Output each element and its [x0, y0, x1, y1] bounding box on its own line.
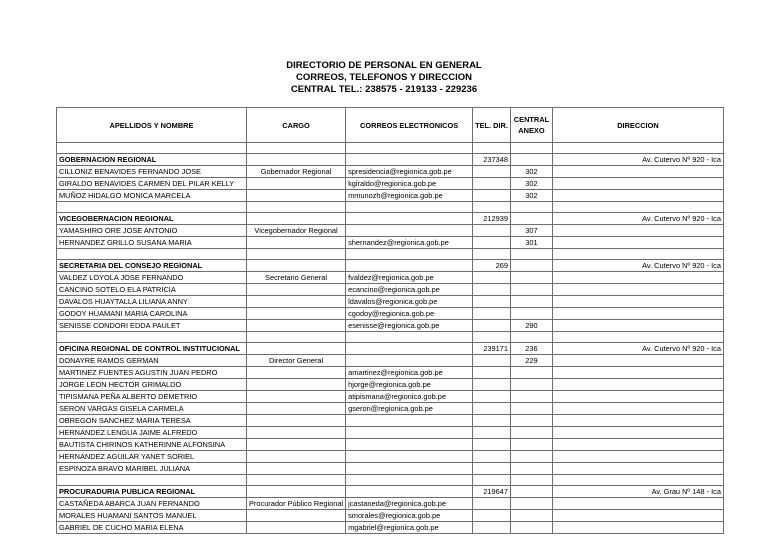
cell-nombre: TIPISMANA PEÑA ALBERTO DEMETRIO	[57, 391, 247, 403]
cell-direccion	[552, 308, 723, 320]
cell-anexo: 302	[510, 166, 552, 178]
cell-cargo	[247, 260, 346, 272]
cell-cargo: Director General	[247, 355, 346, 367]
cell-cargo: Gobernador Regional	[247, 166, 346, 178]
cell-nombre: GODOY HUAMANI MARIA CAROLINA	[57, 308, 247, 320]
cell-correo: esenisse@regionica.gob.pe	[346, 320, 473, 332]
cell-direccion	[552, 522, 723, 534]
cell-nombre: BAUTISTA CHIRINOS KATHERINNE ALFONSINA	[57, 439, 247, 451]
cell-cargo	[247, 451, 346, 463]
spacer-row	[57, 475, 724, 486]
cell-direccion	[552, 415, 723, 427]
cell-tel	[473, 320, 511, 332]
cell-nombre: GABRIEL DE CUCHO MARIA ELENA	[57, 522, 247, 534]
cell-nombre: GIRALDO BENAVIDES CARMEN DEL PILAR KELLY	[57, 178, 247, 190]
cell-nombre: VALDEZ LOYOLA JOSE FERNANDO	[57, 272, 247, 284]
cell-correo	[346, 439, 473, 451]
cell-correo: mmunozh@regionica.gob.pe	[346, 190, 473, 202]
spacer-row	[57, 202, 724, 213]
cell-correo	[346, 260, 473, 272]
cell-correo	[346, 154, 473, 166]
cell-anexo	[510, 272, 552, 284]
cell-anexo	[510, 463, 552, 475]
cell-direccion	[552, 178, 723, 190]
cell-tel: 237348	[473, 154, 511, 166]
cell-direccion	[552, 296, 723, 308]
cell-correo: mgabriel@regionica.gob.pe	[346, 522, 473, 534]
cell-tel	[473, 451, 511, 463]
cell-nombre: JORGE LEON HECTOR GRIMALDO	[57, 379, 247, 391]
cell-correo	[346, 415, 473, 427]
cell-tel	[473, 237, 511, 249]
cell-cargo	[247, 379, 346, 391]
cell-correo	[346, 213, 473, 225]
table-row	[57, 166, 724, 178]
table-body	[57, 143, 724, 534]
cell-correo	[346, 427, 473, 439]
cell-anexo: 229	[510, 355, 552, 367]
table-row	[57, 498, 724, 510]
header-nombre: APELLIDOS Y NOMBRE	[57, 108, 247, 143]
table-row	[57, 510, 724, 522]
table-row	[57, 367, 724, 379]
cell-direccion	[552, 498, 723, 510]
cell-tel	[473, 166, 511, 178]
cell-anexo: 302	[510, 178, 552, 190]
cell-anexo	[510, 427, 552, 439]
cell-direccion	[552, 510, 723, 522]
spacer-row	[57, 249, 724, 260]
cell-cargo	[247, 415, 346, 427]
cell-direccion	[552, 166, 723, 178]
cell-cargo: Secretario General	[247, 272, 346, 284]
section-header-row	[57, 154, 724, 166]
title-line-3: CENTRAL TEL.: 238575 - 219133 - 229236	[290, 84, 478, 95]
table-row	[57, 451, 724, 463]
cell-anexo	[510, 260, 552, 272]
table-header-row	[57, 108, 724, 143]
header-direccion: DIRECCION	[552, 108, 723, 143]
cell-tel	[473, 391, 511, 403]
cell-anexo: 290	[510, 320, 552, 332]
cell-correo	[346, 355, 473, 367]
cell-correo: amartinez@regionica.gob.pe	[346, 367, 473, 379]
cell-tel	[473, 427, 511, 439]
cell-correo: shernandez@regionica.gob.pe	[346, 237, 473, 249]
cell-direccion: Av. Cutervo Nº 920 - Ica	[552, 260, 723, 272]
cell-direccion	[552, 403, 723, 415]
cell-anexo	[510, 284, 552, 296]
cell-tel	[473, 379, 511, 391]
cell-cargo	[247, 486, 346, 498]
table-row	[57, 355, 724, 367]
table-row	[57, 403, 724, 415]
section-header-row	[57, 213, 724, 225]
cell-direccion	[552, 427, 723, 439]
cell-cargo	[247, 439, 346, 451]
cell-anexo	[510, 415, 552, 427]
cell-nombre: DONAYRE RAMOS GERMAN	[57, 355, 247, 367]
cell-tel	[473, 522, 511, 534]
cell-tel	[473, 272, 511, 284]
cell-correo: ldavalos@regionica.gob.pe	[346, 296, 473, 308]
cell-nombre: SECRETARIA DEL CONSEJO REGIONAL	[57, 260, 247, 272]
cell-nombre: DAVALOS HUAYTALLA LILIANA ANNY	[57, 296, 247, 308]
cell-tel: 219647	[473, 486, 511, 498]
table-row	[57, 225, 724, 237]
section-header-row	[57, 260, 724, 272]
table-row	[57, 391, 724, 403]
table-row	[57, 427, 724, 439]
header-central-line1: CENTRAL	[513, 115, 550, 124]
cell-direccion	[552, 225, 723, 237]
cell-nombre: CILLONIZ BENAVIDES FERNANDO JOSE	[57, 166, 247, 178]
cell-correo: kgiraldo@regionica.gob.pe	[346, 178, 473, 190]
cell-direccion	[552, 379, 723, 391]
cell-direccion	[552, 284, 723, 296]
cell-correo	[346, 225, 473, 237]
cell-tel	[473, 284, 511, 296]
cell-anexo	[510, 213, 552, 225]
header-cargo: CARGO	[247, 108, 346, 143]
cell-anexo	[510, 154, 552, 166]
cell-cargo	[247, 178, 346, 190]
cell-cargo	[247, 427, 346, 439]
cell-tel	[473, 225, 511, 237]
cell-anexo	[510, 439, 552, 451]
cell-cargo	[247, 391, 346, 403]
cell-direccion: Av. Cutervo Nº 920 - Ica	[552, 154, 723, 166]
cell-direccion	[552, 451, 723, 463]
cell-correo	[346, 451, 473, 463]
header-tel: TEL. DIR.	[473, 108, 511, 143]
cell-anexo	[510, 451, 552, 463]
cell-nombre: PROCURADURIA PUBLICA REGIONAL	[57, 486, 247, 498]
table-row	[57, 308, 724, 320]
cell-anexo	[510, 379, 552, 391]
table-row	[57, 190, 724, 202]
table-row	[57, 237, 724, 249]
cell-direccion	[552, 320, 723, 332]
cell-direccion	[552, 272, 723, 284]
cell-direccion	[552, 355, 723, 367]
cell-cargo	[247, 284, 346, 296]
cell-correo	[346, 463, 473, 475]
cell-anexo	[510, 391, 552, 403]
cell-tel	[473, 510, 511, 522]
cell-nombre: ESPINOZA BRAVO MARIBEL JULIANA	[57, 463, 247, 475]
cell-anexo: 302	[510, 190, 552, 202]
title-line-1: DIRECTORIO DE PERSONAL EN GENERAL	[286, 60, 482, 71]
cell-direccion	[552, 190, 723, 202]
cell-anexo	[510, 498, 552, 510]
cell-nombre: SENISSE CONDORI EDDA PAULET	[57, 320, 247, 332]
cell-cargo	[247, 237, 346, 249]
cell-direccion	[552, 439, 723, 451]
cell-correo: smorales@regionica.gob.pe	[346, 510, 473, 522]
title-line-2: CORREOS, TELEFONOS Y DIRECCION	[296, 72, 472, 83]
cell-tel	[473, 498, 511, 510]
table-row	[57, 320, 724, 332]
table-row	[57, 463, 724, 475]
cell-nombre: HERNANDEZ GRILLO SUSANA MARIA	[57, 237, 247, 249]
cell-anexo	[510, 403, 552, 415]
cell-tel: 239171	[473, 343, 511, 355]
cell-nombre: MUÑOZ HIDALGO MONICA MARCELA	[57, 190, 247, 202]
cell-cargo: Procurador Público Regional	[247, 498, 346, 510]
section-header-row	[57, 486, 724, 498]
cell-direccion: Av. Cutervo Nº 920 - Ica	[552, 343, 723, 355]
table-row	[57, 272, 724, 284]
cell-correo: hjorge@regionica.gob.pe	[346, 379, 473, 391]
cell-cargo	[247, 403, 346, 415]
cell-direccion	[552, 463, 723, 475]
cell-tel	[473, 403, 511, 415]
cell-cargo	[247, 213, 346, 225]
header-central-line2: ANEXO	[518, 126, 545, 135]
cell-cargo	[247, 154, 346, 166]
table-row	[57, 284, 724, 296]
cell-cargo	[247, 463, 346, 475]
cell-tel	[473, 296, 511, 308]
cell-direccion	[552, 237, 723, 249]
cell-nombre: HERNANDEZ LENGUA JAIME ALFREDO	[57, 427, 247, 439]
cell-nombre: YAMASHIRO ORE JOSE ANTONIO	[57, 225, 247, 237]
cell-nombre: OFICINA REGIONAL DE CONTROL INSTITUCIONAL	[57, 343, 247, 355]
table-row	[57, 178, 724, 190]
cell-nombre: CASTAÑEDA ABARCA JUAN FERNANDO	[57, 498, 247, 510]
cell-anexo	[510, 308, 552, 320]
cell-tel: 269	[473, 260, 511, 272]
cell-anexo: 236	[510, 343, 552, 355]
cell-direccion: Av. Cutervo Nº 920 - Ica	[552, 213, 723, 225]
cell-tel	[473, 308, 511, 320]
cell-nombre: MORALES HUAMANI SANTOS MANUEL	[57, 510, 247, 522]
spacer-row	[57, 143, 724, 154]
cell-tel	[473, 439, 511, 451]
cell-tel: 212939	[473, 213, 511, 225]
cell-correo: fvaldez@regionica.gob.pe	[346, 272, 473, 284]
table-row	[57, 415, 724, 427]
table-row	[57, 296, 724, 308]
cell-cargo	[247, 190, 346, 202]
cell-correo	[346, 343, 473, 355]
cell-correo: spresidencia@regionica.gob.pe	[346, 166, 473, 178]
cell-anexo	[510, 522, 552, 534]
cell-tel	[473, 415, 511, 427]
cell-cargo	[247, 320, 346, 332]
cell-cargo	[247, 296, 346, 308]
cell-nombre: CANCINO SOTELO ELA PATRICIA	[57, 284, 247, 296]
cell-correo: ecancino@regionica.gob.pe	[346, 284, 473, 296]
cell-tel	[473, 190, 511, 202]
cell-correo	[346, 486, 473, 498]
cell-tel	[473, 463, 511, 475]
cell-nombre: SERON VARGAS GISELA CARMELA	[57, 403, 247, 415]
page-title	[0, 60, 768, 96]
cell-cargo	[247, 367, 346, 379]
cell-correo: cgodoy@regionica.gob.pe	[346, 308, 473, 320]
cell-nombre: OBREGON SANCHEZ MARIA TERESA	[57, 415, 247, 427]
cell-correo: gseron@regionica.gob.pe	[346, 403, 473, 415]
header-correo: CORREOS ELECTRONICOS	[346, 108, 473, 143]
directory-table	[56, 107, 724, 534]
cell-cargo	[247, 343, 346, 355]
header-central	[510, 108, 552, 143]
cell-cargo: Vicegobernador Regional	[247, 225, 346, 237]
cell-nombre: GOBERNACION REGIONAL	[57, 154, 247, 166]
cell-anexo	[510, 296, 552, 308]
cell-direccion	[552, 391, 723, 403]
cell-correo: jcastaneda@regionica.gob.pe	[346, 498, 473, 510]
cell-anexo: 307	[510, 225, 552, 237]
section-header-row	[57, 343, 724, 355]
cell-tel	[473, 367, 511, 379]
table-row	[57, 379, 724, 391]
cell-cargo	[247, 510, 346, 522]
table-row	[57, 522, 724, 534]
cell-tel	[473, 178, 511, 190]
cell-anexo	[510, 367, 552, 379]
cell-direccion: Av. Grau Nº 148 - Ica	[552, 486, 723, 498]
cell-direccion	[552, 367, 723, 379]
spacer-row	[57, 332, 724, 343]
cell-correo: atipismana@regionica.gob.pe	[346, 391, 473, 403]
cell-nombre: MARTINEZ FUENTES AGUSTIN JUAN PEDRO	[57, 367, 247, 379]
cell-anexo: 301	[510, 237, 552, 249]
cell-cargo	[247, 308, 346, 320]
cell-anexo	[510, 510, 552, 522]
cell-nombre: VICEGOBERNACION REGIONAL	[57, 213, 247, 225]
cell-tel	[473, 355, 511, 367]
cell-cargo	[247, 522, 346, 534]
cell-anexo	[510, 486, 552, 498]
table-row	[57, 439, 724, 451]
cell-nombre: HERNANDEZ AGUILAR YANET SORIEL	[57, 451, 247, 463]
